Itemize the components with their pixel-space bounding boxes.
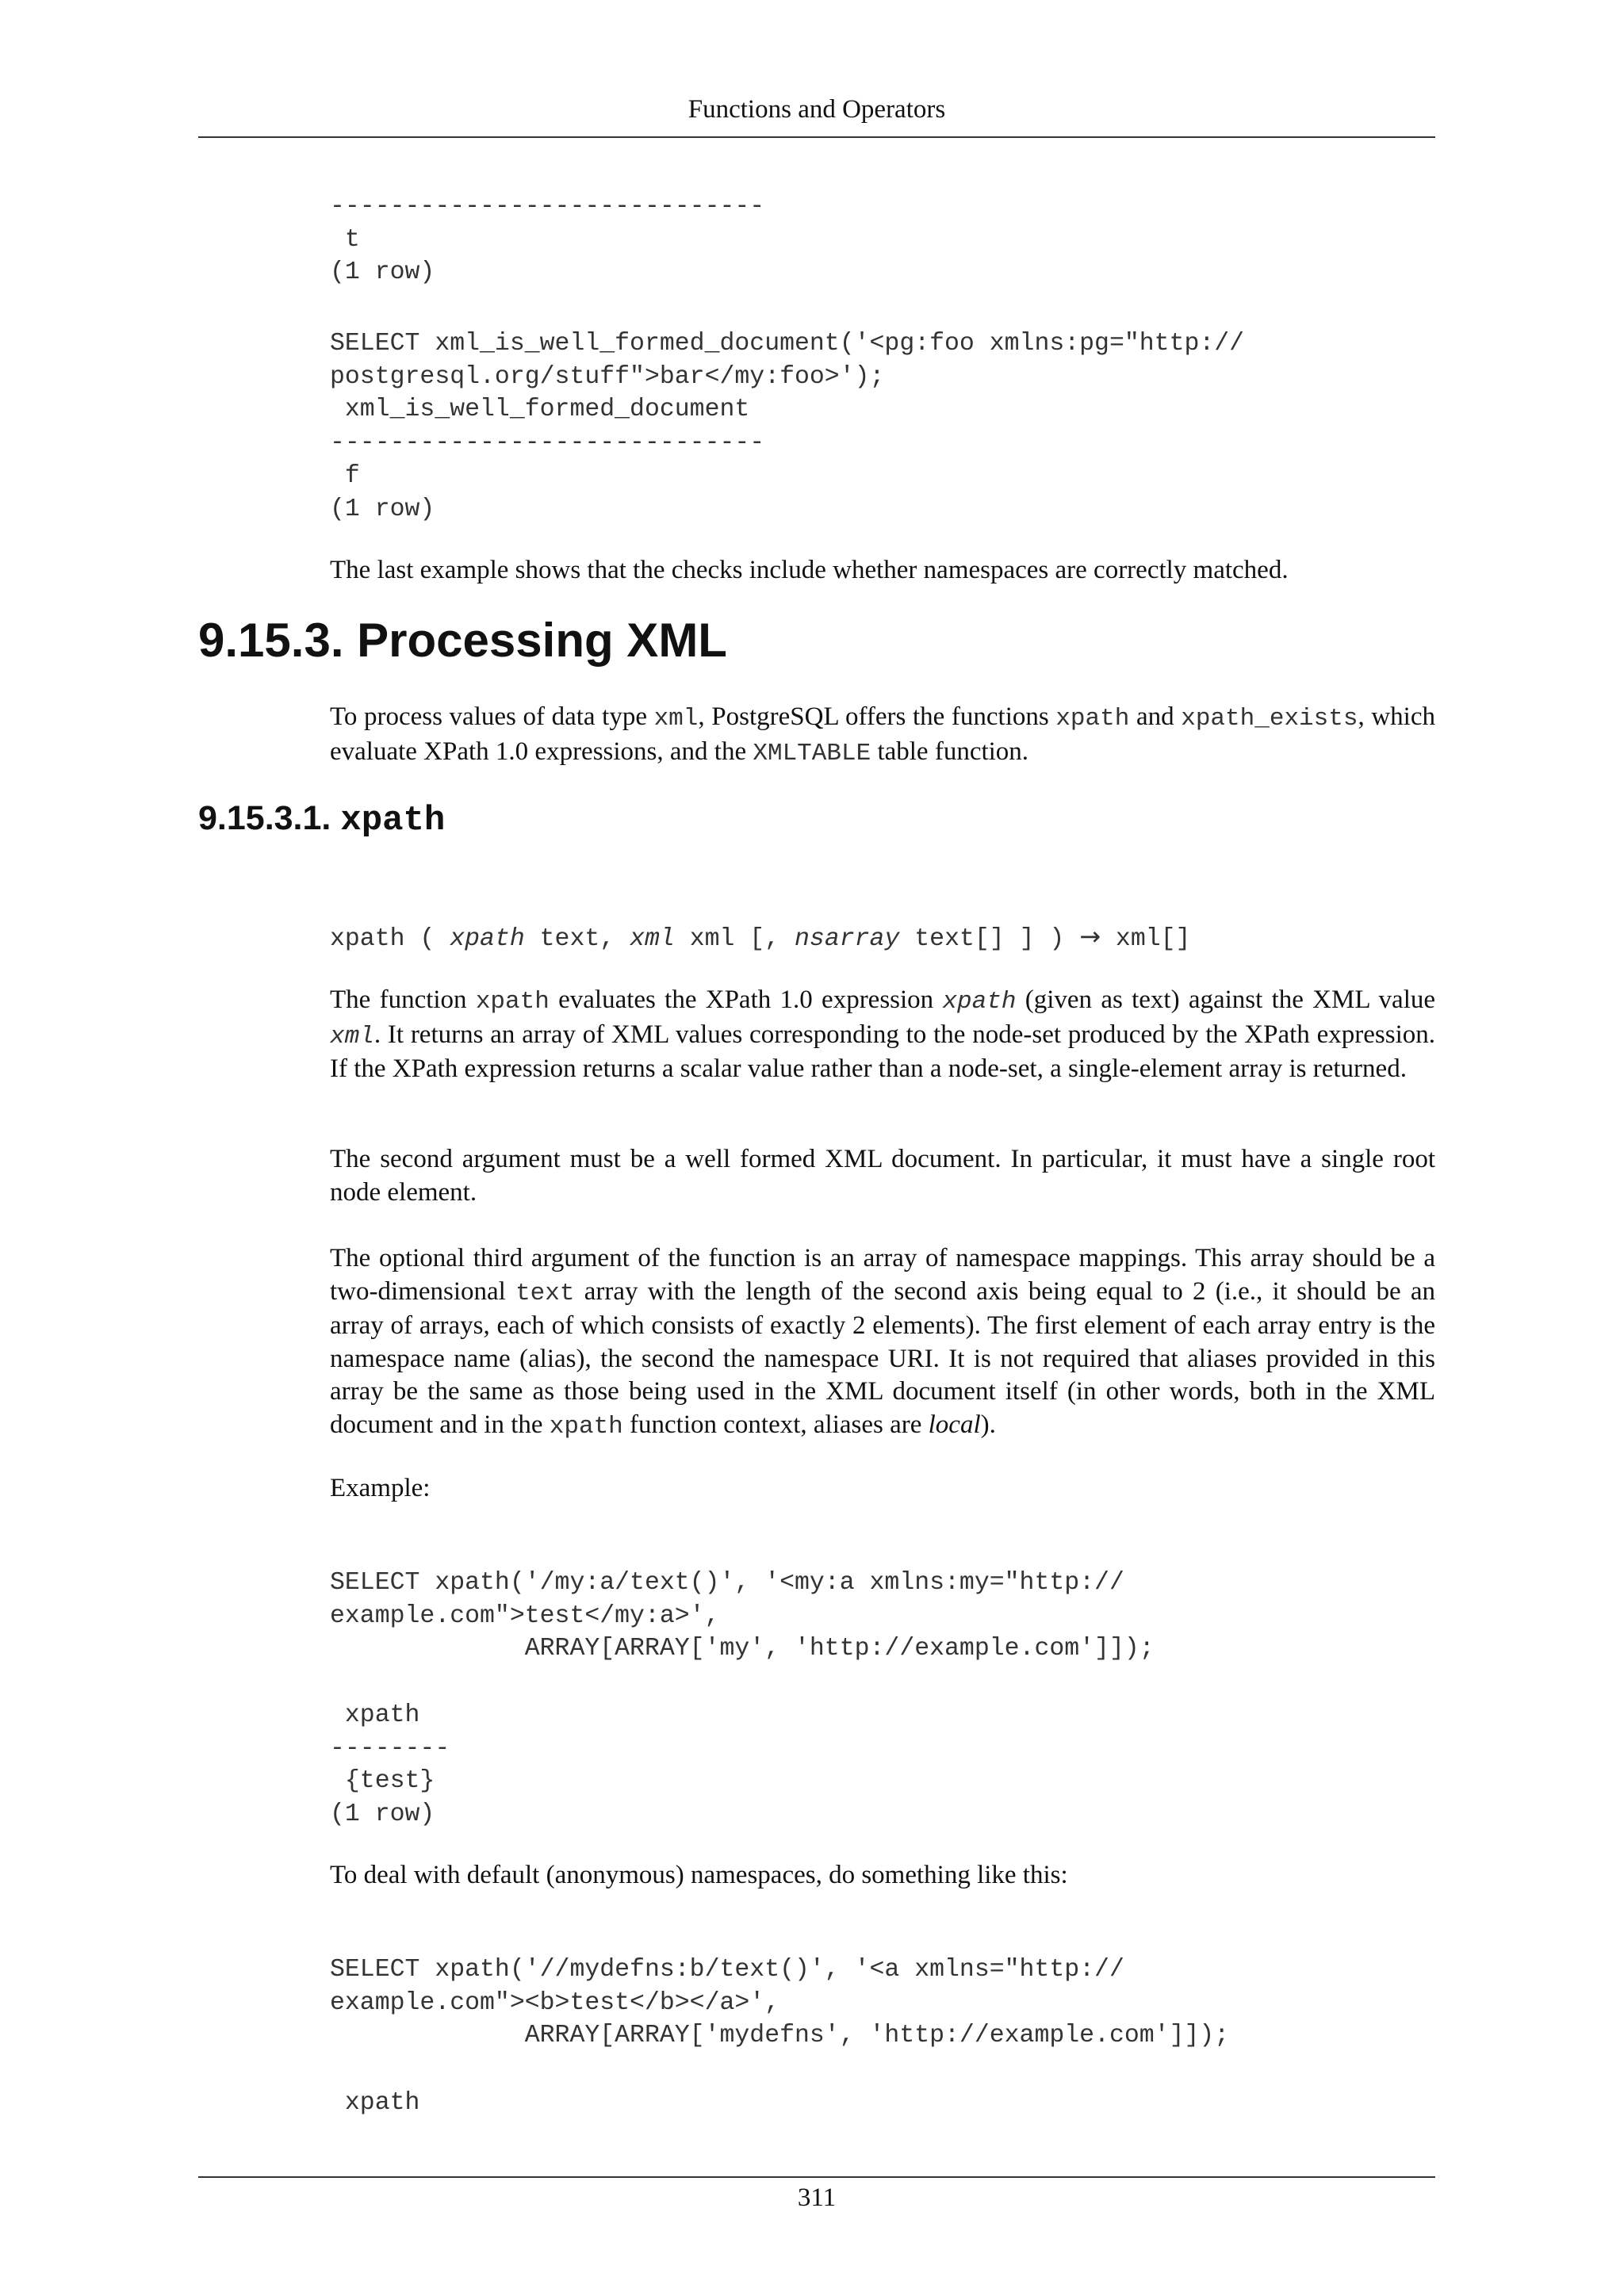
paragraph-function-description: The function xpath evaluates the XPath 1.0 expression xpath (given as text) against the XML value xml. It returns an array of XML values corresponding to the node-set produced by the XPath expression. If the XPath expression returns a scalar value rather than a node-set, a single-element array is returned. (330, 985, 1436, 1083)
code-wellformed-example: SELECT xml_is_well_formed_document('<pg:foo xmlns:pg="http:// postgresql.org/stuff">bar</my:foo>'); xml_is_well_formed_document ----------------------------- f (1 row) (330, 330, 1245, 523)
paragraph-second-argument: The second argument must be a well formed XML document. In particular, it must have a single root node element. (330, 1145, 1435, 1207)
code-xpath-example: SELECT xpath('/my:a/text()', '<my:a xmlns:my="http:// example.com">test</my:a>', ARRAY[ARRAY['my', 'http://example.com']]); (330, 1569, 1155, 1663)
function-synopsis: xpath ( xpath text, xml xml [, nsarray text[] ] ) → xml[] (330, 921, 1191, 953)
inline-code-xpath: xpath (1055, 705, 1130, 733)
inline-code-xpath-exists: xpath_exists (1181, 705, 1358, 733)
footer-rule (198, 2176, 1435, 2178)
paragraph-default-namespaces: To deal with default (anonymous) namespaces, do something like this: (330, 1861, 1068, 1889)
paragraph-namespaces-checked: The last example shows that the checks include whether namespaces are correctly matched. (330, 556, 1289, 584)
code-result-top: ----------------------------- t (1 row) (330, 193, 765, 287)
inline-code-xmltable: XMLTABLE (753, 739, 871, 767)
subsection-heading: 9.15.3.1. xpath (198, 799, 446, 840)
paragraph-third-argument: The optional third argument of the function is an array of namespace mappings. This array should be a two-dimensional text array with the length of the second axis being equal to 2 (i.e., it should be an array of arrays, each of which consists of exactly 2 elements). The first element of each array entry is the namespace name (alias), the second the namespace URI. It is not required that aliases provided in this array be the same as those being used in the XML document itself (in other words, both in the XML document and in the xpath function context, aliases are local). (330, 1244, 1435, 1441)
code-default-namespace-example: SELECT xpath('//mydefns:b/text()', '<a xmlns="http:// example.com"><b>test</b></a>', ARRAY[ARRAY['mydefns', 'http://example.com']]); (330, 1956, 1230, 2050)
code-default-namespace-result: xpath (330, 2089, 420, 2117)
returns-arrow-icon: → (1079, 921, 1101, 951)
code-xpath-result: xpath -------- {test} (1 row) (330, 1701, 450, 1829)
page-number: 311 (797, 2183, 837, 2212)
header-rule (198, 136, 1435, 138)
running-header: Functions and Operators (688, 95, 946, 124)
paragraph-example-label: Example: (330, 1474, 431, 1502)
section-heading: 9.15.3. Processing XML (198, 614, 727, 667)
inline-code-xml: xml (653, 705, 699, 733)
section-intro-paragraph: To process values of data type xml, PostgreSQL offers the functions xpath and xpath_exists, which evaluate XPath 1.0 expressions, and the XMLTABLE table function. (330, 702, 1435, 767)
